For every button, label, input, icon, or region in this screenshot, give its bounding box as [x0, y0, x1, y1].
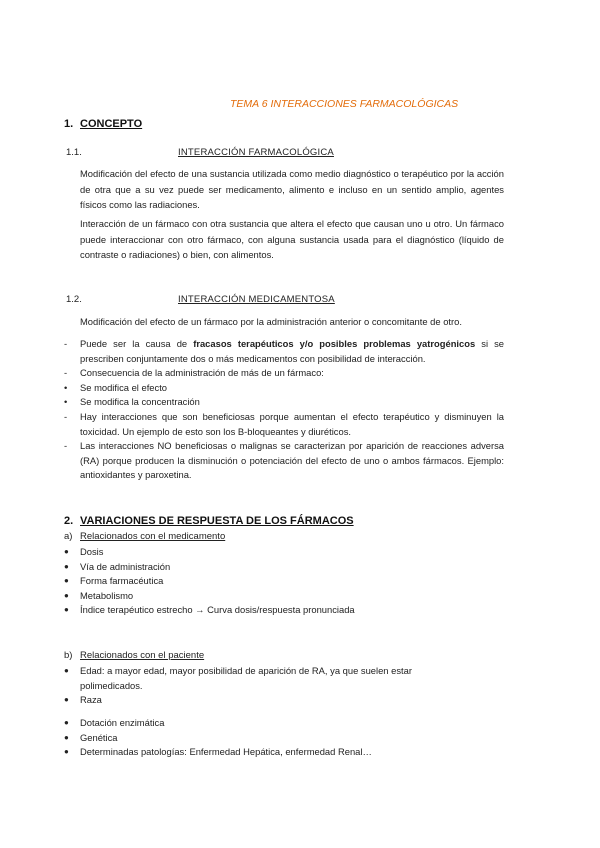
section-1-title: CONCEPTO	[80, 118, 143, 130]
group-b-label: b)	[64, 650, 73, 661]
bullet-icon: ●	[64, 666, 69, 675]
group-a-title: Relacionados con el medicamento	[80, 531, 226, 542]
list-item: ● Determinadas patologías: Enfermedad Hepática, enfermedad Renal…	[64, 745, 372, 760]
list-item: ● Vía de administración	[64, 560, 355, 575]
list-item: - Las interacciones NO beneficiosas o malignas se caracterizan por aparición de reacciones adversa (RA) porque producen la disminución o potenciación del efecto de uno o ambos fármacos. Ejemplo: antioxidantes y paroxetina.	[64, 440, 504, 481]
list-marker: -	[64, 440, 68, 452]
bullet-icon: •	[64, 381, 68, 393]
group-a-heading	[64, 531, 225, 542]
interaction-list	[64, 337, 504, 483]
list-marker: -	[64, 367, 68, 379]
section-2-title: VARIACIONES DE RESPUESTA DE LOS FÁRMACOS	[80, 515, 354, 527]
bold-text: fracasos terapéuticos y/o posibles problemas yatrogénicos	[193, 338, 476, 349]
list-item: ● Dotación enzimática	[64, 716, 372, 731]
paragraph-interaccion-medicamentosa: Modificación del efecto de un fármaco por la administración anterior o concomitante de otro.	[80, 316, 462, 327]
list-item: ● Raza	[64, 693, 424, 708]
list-item: ● Forma farmacéutica	[64, 574, 355, 589]
bullet-icon: ●	[64, 547, 69, 556]
bullet-icon: ●	[64, 695, 69, 705]
bullet-icon: •	[64, 396, 68, 408]
bullet-icon: ●	[64, 561, 69, 571]
list-marker: -	[64, 410, 68, 422]
subsection-1-2-number: 1.2.	[66, 294, 82, 305]
list-item: • Se modifica la concentración	[64, 395, 504, 410]
group-b-title: Relacionados con el paciente	[80, 650, 205, 661]
bullet-icon: ●	[64, 590, 69, 600]
paragraph-interaccion-farmacologica-2: Interacción de un fármaco con otra sustancia que altera el efecto que causan uno u otro. Un fármaco puede interaccionar con otro fármaco, con alguna sustancia usada para el diagnóstico (líquido de contraste o radiaciones) o bien, con alimentos.	[80, 218, 504, 260]
group-b-list-continued	[64, 716, 372, 760]
bullet-icon: ●	[64, 747, 69, 757]
bullet-icon: ●	[64, 718, 69, 727]
list-marker: -	[64, 338, 68, 349]
list-item: - Puede ser la causa de fracasos terapéuticos y/o posibles problemas yatrogénicos si se prescriben conjuntamente dos o más medicamentos con posibilidad de interacción.	[64, 338, 504, 364]
paragraph-interaccion-farmacologica-1: Modificación del efecto de una sustancia utilizada como medio diagnóstico o terapéutico por la acción de otra que a su vez puede ser medicamento, alimento e incluso en un sentido amplio, agentes físicos como las radiaciones.	[80, 168, 504, 210]
section-2-heading	[64, 515, 354, 527]
subsection-1-1-title: INTERACCIÓN FARMACOLÓGICA	[178, 147, 334, 158]
list-item: - Consecuencia de la administración de más de un fármaco:	[64, 366, 504, 381]
list-item: • Se modifica el efecto	[64, 381, 504, 396]
list-item: ● Dosis	[64, 545, 355, 560]
list-item: ● Índice terapéutico estrecho → Curva dosis/respuesta pronunciada	[64, 603, 355, 618]
list-item: ● Metabolismo	[64, 589, 355, 604]
list-item: ● Genética	[64, 731, 372, 746]
section-1-number: 1.	[64, 118, 74, 130]
group-a-label: a)	[64, 531, 73, 542]
group-b-list	[64, 664, 424, 708]
document-title: TEMA 6 INTERACCIONES FARMACOLÓGICAS	[230, 98, 459, 110]
bullet-icon: ●	[64, 576, 69, 586]
bullet-icon: ●	[64, 605, 69, 615]
section-2-number: 2.	[64, 515, 74, 527]
bullet-icon: ●	[64, 732, 69, 742]
group-a-list	[64, 545, 355, 618]
list-item: ● Edad: a mayor edad, mayor posibilidad de aparición de RA, ya que suelen estar polimedicados.	[64, 665, 412, 691]
section-1-heading	[64, 118, 142, 130]
list-item: - Hay interacciones que son beneficiosas porque aumentan el efecto terapéutico y disminuyen la toxicidad. Un ejemplo de esto son los B-bloqueantes y diuréticos.	[64, 410, 504, 437]
group-b-heading	[64, 650, 204, 661]
subsection-1-2-title: INTERACCIÓN MEDICAMENTOSA	[178, 294, 335, 305]
subsection-1-1-number: 1.1.	[66, 147, 82, 158]
